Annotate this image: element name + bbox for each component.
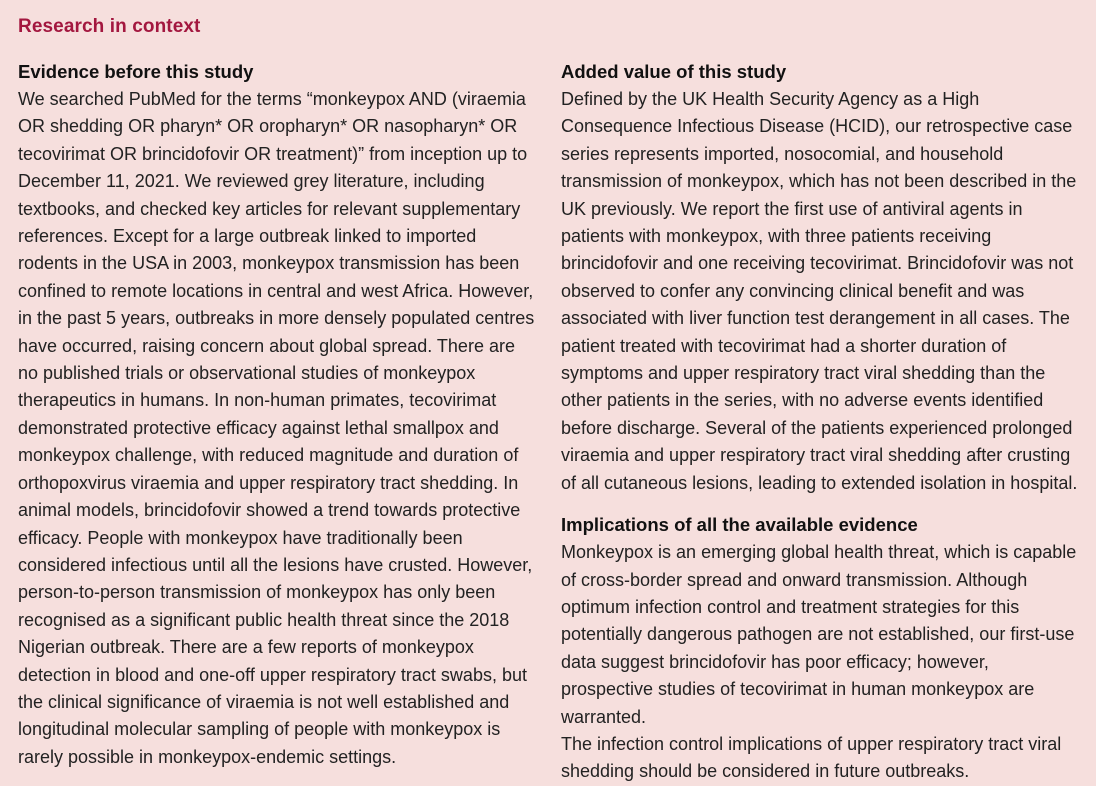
added-value-title: Added value of this study — [561, 61, 787, 82]
left-column — [18, 58, 535, 786]
added-value-text: Defined by the UK Health Security Agency as a High Consequence Infectious Disease (HCID), our retrospective case series represents imported, nosocomial, and household transmission of monkeypox, which has not been described in the UK previously. We report the first use of antiviral agents in patients with monkeypox, with three patients receiving brincidofovir and one receiving tecovirimat. Brincidofovir was not observed to confer any convincing clinical benefit and was associated with liver function test derangement in all cases. The patient treated with tecovirimat had a shorter duration of symptoms and upper respiratory tract viral shedding than the other patients in the series, with no adverse events identified before discharge. Several of the patients experienced prolonged viraemia and upper respiratory tract viral shedding after crusting of all cutaneous lesions, leading to extended isolation in hospital. — [561, 89, 1078, 493]
implications-text: Monkeypox is an emerging global health threat, which is capable of cross-border spread and onward transmission. Although optimum infection control and treatment strategies for this potentially dangerous pathogen are not established, our first-use data suggest brincidofovir has poor efficacy; however, prospective studies of tecovirimat in human monkeypox are warranted. The infection control implications of upper respiratory tract viral shedding should be considered in future outbreaks. — [561, 542, 1077, 782]
implications-title: Implications of all the available evidence — [561, 514, 918, 536]
evidence-before-text: We searched PubMed for the terms “monkeypox AND (viraemia OR shedding OR pharyn* OR oropharyn* OR nasopharyn* OR tecovirimat OR brincidofovir OR treatment)” from inception up to December 11, 2021. We reviewed grey literature, including textbooks, and checked key articles for relevant supplementary references. Except for a large outbreak linked to imported rodents in the USA in 2003, monkeypox transmission has been confined to remote locations in central and west Africa. However, in the past 5 years, outbreaks in more densely populated centres have occurred, raising concern about global spread. There are no published trials or observational studies of monkeypox therapeutics in humans. In non-human primates, tecovirimat demonstrated protective efficacy against lethal smallpox and monkeypox challenge, with reduced magnitude and duration of orthopoxvirus viraemia and upper respiratory tract shedding. In animal models, brincidofovir showed a trend towards protective efficacy. People with monkeypox have traditionally been considered infectious until all the lesions have crusted. However, person-to-person transmission of monkeypox has only been recognised as a significant public health threat since the 2018 Nigerian outbreak. There are a few reports of monkeypox detection in blood and one-off upper respiratory tract swabs, but the clinical significance of viraemia is not well established and longitudinal molecular sampling of people with monkeypox is rarely possible in monkeypox-endemic settings. — [18, 89, 535, 767]
evidence-before-section — [18, 58, 535, 771]
panel-title: Research in context — [18, 16, 201, 37]
added-value-section — [561, 58, 1078, 497]
implications-section — [561, 511, 1078, 786]
evidence-before-title: Evidence before this study — [18, 61, 254, 82]
content-columns — [18, 58, 1078, 786]
right-column — [561, 58, 1078, 786]
